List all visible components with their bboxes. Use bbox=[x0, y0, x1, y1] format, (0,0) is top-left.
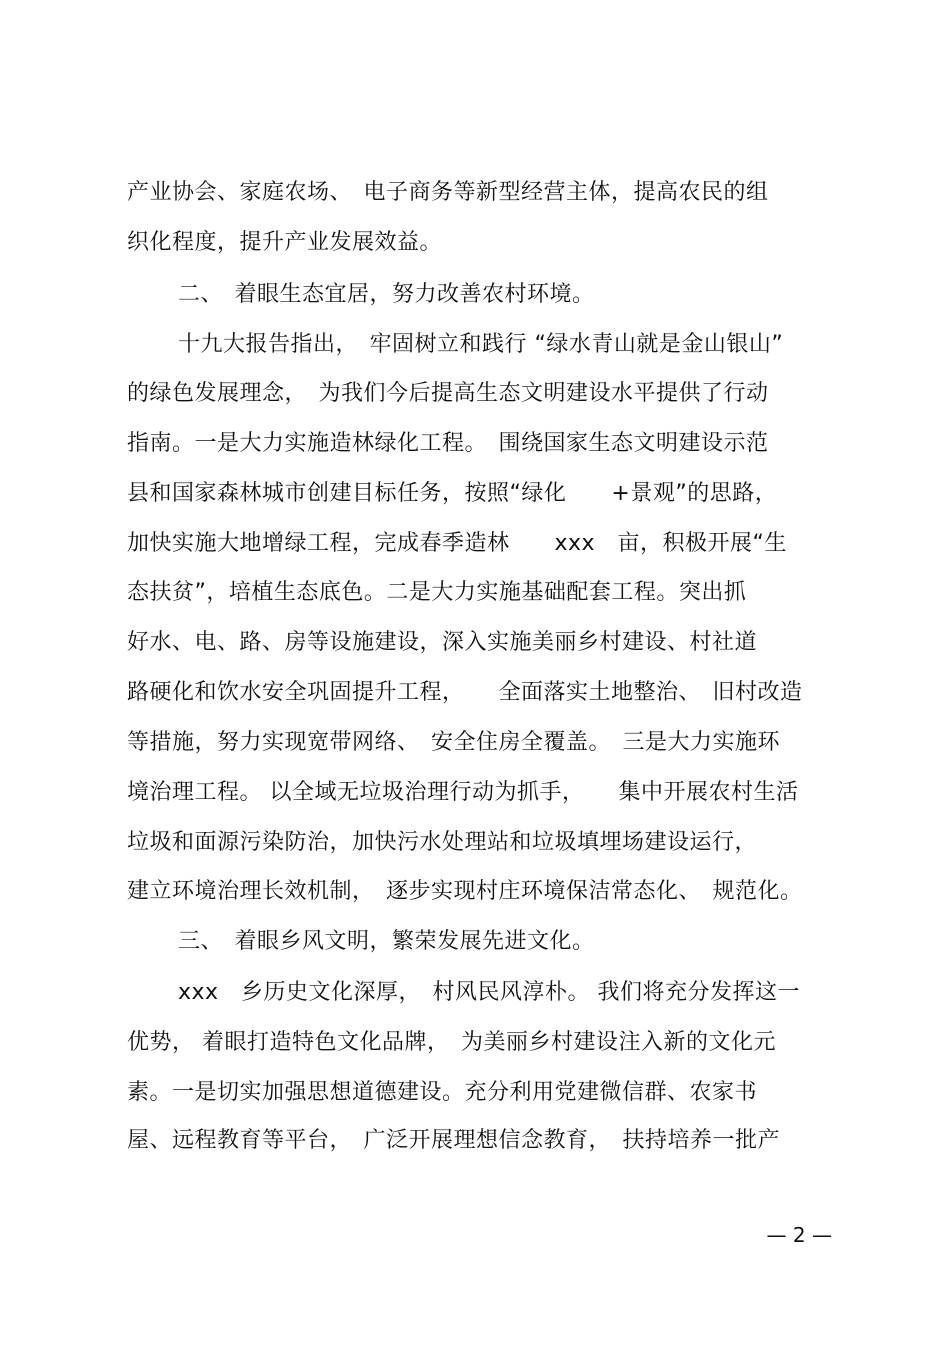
text-line-17: xxx 乡历史文化深厚， 村风民风淳朴。 我们将充分发挥这一 bbox=[178, 980, 801, 1005]
text-line-5: 的绿色发展理念， 为我们今后提高生态文明建设水平提供了行动 bbox=[127, 381, 769, 406]
page-number: — 2 — bbox=[766, 1223, 832, 1247]
text-line-19: 素。一是切实加强思想道德建设。充分利用党建微信群、农家书 bbox=[127, 1080, 758, 1105]
text-line-7: 县和国家森林城市创建目标任务，按照“绿化 +景观”的思路， bbox=[127, 481, 778, 506]
text-line-13: 境治理工程。 以全域无垃圾治理行动为抓手， 集中开展农村生活 bbox=[127, 780, 799, 805]
text-line-2: 织化程度，提升产业发展效益。 bbox=[127, 230, 443, 255]
text-line-12: 等措施，努力实现宽带网络、 安全住房全覆盖。 三是大力实施环 bbox=[127, 730, 781, 755]
text-line-15: 建立环境治理长效机制， 逐步实现村庄环境保洁常态化、 规范化。 bbox=[127, 879, 803, 904]
text-line-10: 好水、电、路、房等设施建设，深入实施美丽乡村建设、村社道 bbox=[127, 630, 758, 655]
text-line-20: 屋、远程教育等平台， 广泛开展理想信念教育， 扶持培养一批产 bbox=[127, 1128, 781, 1153]
text-line-14: 垃圾和面源污染防治，加快污水处理站和垃圾填埋场建设运行， bbox=[127, 830, 758, 855]
text-line-11: 路硬化和饮水安全巩固提升工程， 全面落实土地整治、 旧村改造 bbox=[127, 680, 803, 705]
section-heading-3: 三、 着眼乡风文明，繁荣发展先进文化。 bbox=[178, 929, 595, 954]
text-line-18: 优势， 着眼打造特色文化品牌， 为美丽乡村建设注入新的文化元 bbox=[127, 1030, 776, 1055]
text-line-8: 加快实施大地增绿工程，完成春季造林 xxx 亩，积极开展“生 bbox=[127, 531, 787, 556]
text-line-9: 态扶贫”，培植生态底色。二是大力实施基础配套工程。突出抓 bbox=[127, 580, 747, 605]
text-line-4: 十九大报告指出， 牢固树立和践行 “绿水青山就是金山银山” bbox=[178, 332, 784, 357]
text-line-6: 指南。一是大力实施造林绿化工程。 围绕国家生态文明建设示范 bbox=[127, 431, 769, 456]
text-line-1: 产业协会、家庭农场、 电子商务等新型经营主体，提高农民的组 bbox=[127, 180, 769, 205]
section-heading-2: 二、 着眼生态宜居，努力改善农村环境。 bbox=[178, 282, 595, 307]
